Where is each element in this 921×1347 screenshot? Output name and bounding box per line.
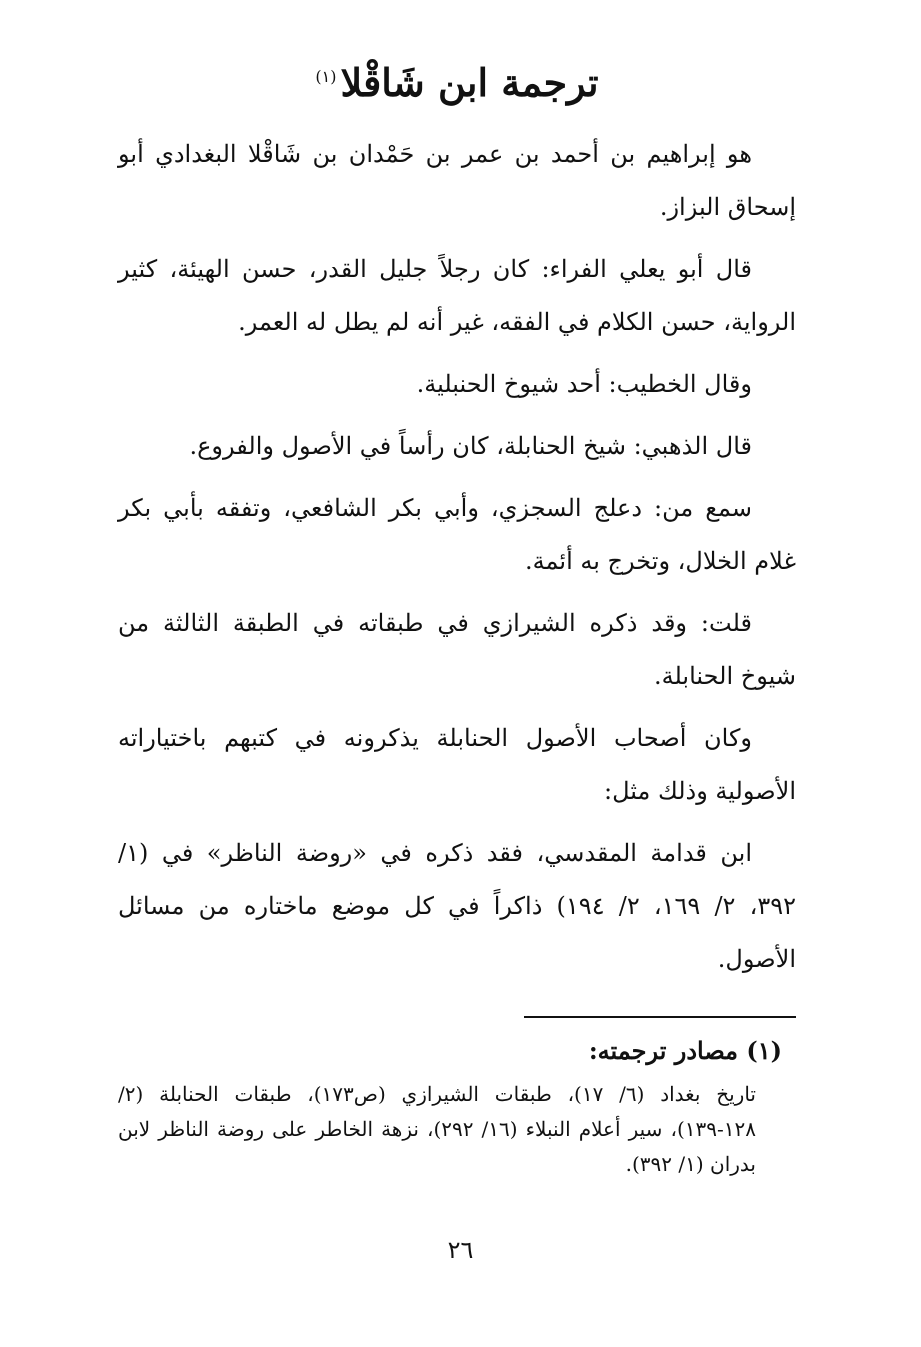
page-number: ٢٦	[447, 1236, 474, 1264]
footnote-title: (١) مصادر ترجمته:	[588, 1035, 782, 1065]
paragraph-1: هو إبراهيم بن أحمد بن عمر بن حَمْدان بن شَاقْلا البغدادي أبو إسحاق البزاز.	[118, 139, 796, 221]
footnote-separator	[524, 1016, 796, 1018]
paragraph-7: وكان أصحاب الأصول الحنابلة يذكرونه في كتبهم باختياراته الأصولية وذلك مثل:	[118, 723, 796, 805]
paragraph-8: ابن قدامة المقدسي، فقد ذكره في «روضة الناظر» في (١/ ٣٩٢، ٢/ ١٦٩، ٢/ ١٩٤) ذاكراً في كل موضع ماختاره من مسائل الأصول.	[118, 838, 797, 973]
paragraph-3: وقال الخطيب: أحد شيوخ الحنبلية.	[416, 369, 752, 398]
paragraph-5: سمع من: دعلج السجزي، وأبي بكر الشافعي، وتفقه بأبي بكر غلام الخلال، وتخرج به أئمة.	[118, 493, 796, 575]
paragraph-2: قال أبو يعلي الفراء: كان رجلاً جليل القدر، حسن الهيئة، كثير الرواية، حسن الكلام في الفقه، غير أنه لم يطل له العمر.	[118, 254, 796, 336]
paragraph-6: قلت: وقد ذكره الشيرازي في طبقاته في الطبقة الثالثة من شيوخ الحنابلة.	[118, 608, 796, 690]
paragraph-4: قال الذهبي: شيخ الحنابلة، كان رأساً في الأصول والفروع.	[189, 431, 752, 460]
footnote-body: تاريخ بغداد (٦/ ١٧)، طبقات الشيرازي (ص١٧٣)، طبقات الحنابلة (٢/ ١٢٨-١٣٩)، سير أعلام النبلاء (١٦/ ٢٩٢)، نزهة الخاطر على روضة الناظر لابن بدران (١/ ٣٩٢).	[118, 1082, 756, 1177]
page-title	[118, 60, 796, 106]
title-text: ترجمة ابن شَاقْلا	[340, 60, 599, 105]
footnote-marker: (١)	[315, 67, 337, 87]
page-content	[118, 60, 796, 1182]
